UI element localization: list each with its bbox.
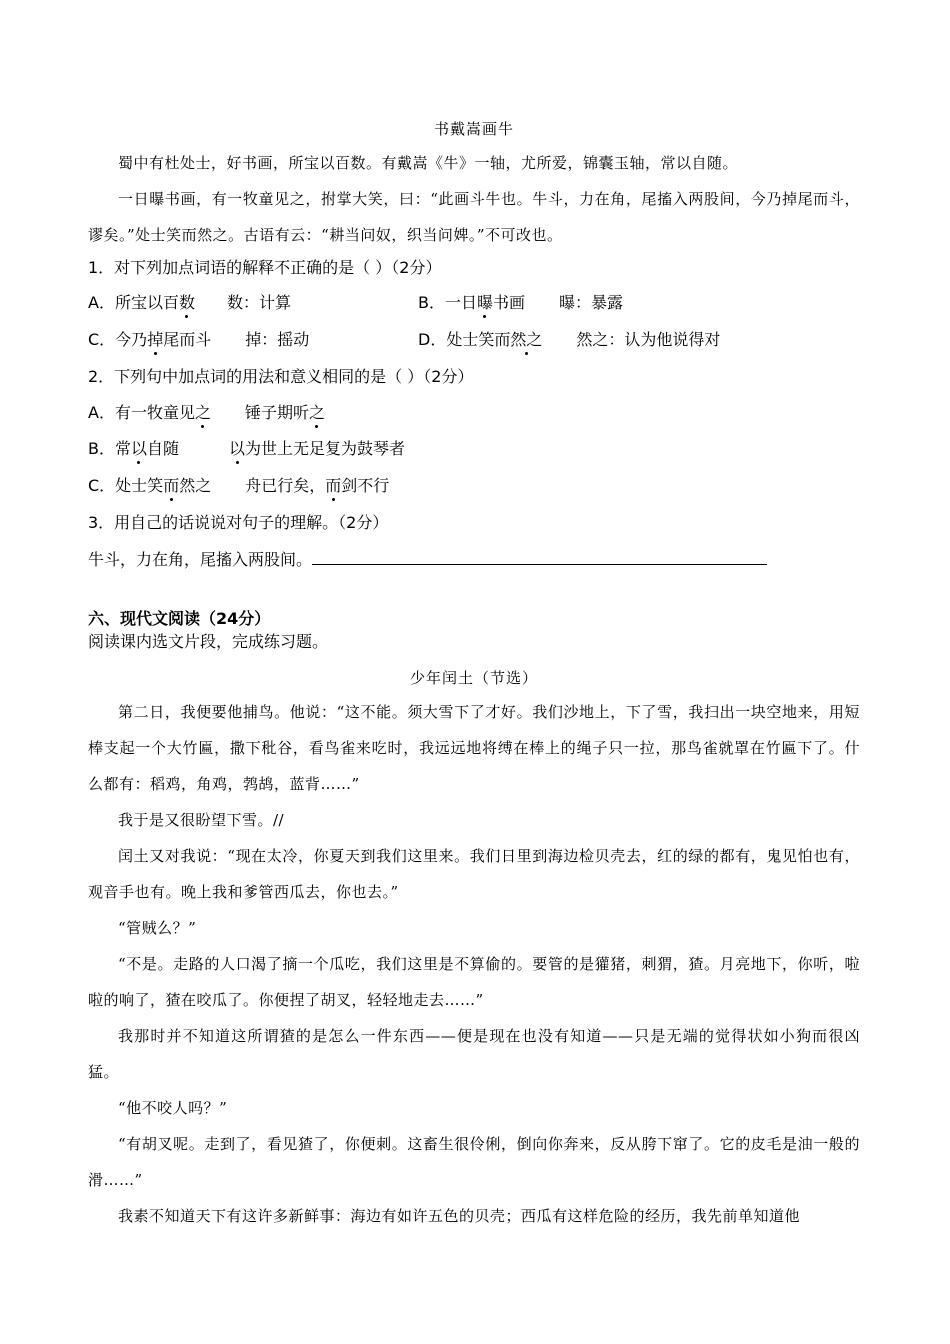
modern-text-title: 少年闰土（节选）	[409, 669, 538, 687]
q2-option-b: B．常以自随 以为世上无足复为鼓琴者	[88, 439, 406, 458]
question-3-answer-row	[88, 549, 767, 571]
emphasis-dot-word: 以	[130, 439, 147, 458]
modern-paragraph: 我素不知道天下有这许多新鲜事：海边有如许五色的贝壳；西瓜有这样危险的经历，我先前单知道他	[118, 1207, 801, 1225]
emphasis-dot-word: 数	[178, 293, 195, 312]
q1-option-d: D．处士笑而然之 然之：认为他说得对	[418, 330, 721, 349]
modern-paragraph: “有胡叉呢。走到了，看见猹了，你便刺。这畜生很伶俐，倒向你奔来，反从胯下窜了。它的皮毛是油一般的滑……”	[88, 1135, 860, 1189]
question-3-prompt: 牛斗，力在角，尾搐入两股间。	[88, 550, 313, 569]
emphasis-dot-word: 而	[163, 476, 180, 495]
emphasis-dot-word: 曝	[476, 293, 493, 312]
emphasis-dot-word: 然之	[510, 330, 543, 349]
modern-paragraph: “管贼么？”	[118, 919, 197, 937]
classical-title: 书戴嵩画牛	[433, 120, 514, 138]
question-1-row-cd	[88, 329, 860, 351]
emphasis-dot-word: 而	[325, 476, 342, 495]
question-2-stem: 2．下列句中加点词的用法和意义相同的是（ ）（2分）	[88, 367, 474, 386]
question-1-stem: 1．对下列加点词语的解释不正确的是（ ）（2分）	[88, 258, 442, 277]
modern-paragraph: 第二日，我便要他捕鸟。他说：“这不能。须大雪下了才好。我们沙地上，下了雪，我扫出一块空地来，用短棒支起一个大竹匾，撒下秕谷，看鸟雀来吃时，我远远地将缚在棒上的绳子只一拉，那鸟雀就罩在竹匾下了。什么都有：稻鸡，角鸡，鹁鸪，蓝背……”	[88, 703, 860, 793]
q1-option-c: C．今乃掉尾而斗 掉：摇动	[88, 330, 310, 349]
q2-option-a: A．有一牧童见之 锤子期听之	[88, 403, 325, 422]
answer-blank-line[interactable]	[312, 550, 767, 565]
modern-paragraph: 我那时并不知道这所谓猹的是怎么一件东西——便是现在也没有知道——只是无端的觉得状如小狗而很凶猛。	[88, 1027, 860, 1081]
section-6-instruction: 阅读课内选文片段，完成练习题。	[88, 632, 329, 651]
modern-paragraph: “不是。走路的人口渴了摘一个瓜吃，我们这里是不算偷的。要管的是獾猪，刺猬，猹。月亮地下，你听，啦啦的响了，猹在咬瓜了。你便捏了胡叉，轻轻地走去……”	[88, 955, 860, 1009]
question-1-row-ab	[88, 292, 860, 314]
emphasis-dot-word: 以	[229, 439, 246, 458]
classical-paragraph-2: 一日曝书画，有一牧童见之，拊掌大笑，曰：“此画斗牛也。牛斗，力在角，尾搐入两股间，今乃掉尾而斗，谬矣。”处士笑而然之。古语有云：“耕当问奴，织当问婢。”不可改也。	[88, 190, 860, 244]
question-3-stem: 3．用自己的话说说对句子的理解。（2分）	[88, 513, 389, 532]
emphasis-dot-word: 之	[194, 403, 211, 422]
emphasis-dot-word: 掉	[147, 330, 164, 349]
modern-paragraph: 我于是又很盼望下雪。//	[118, 811, 285, 829]
q2-option-c: C．处士笑而然之 舟已行矣，而剑不行	[88, 476, 390, 495]
section-6-heading: 六、现代文阅读（24分）	[88, 609, 271, 628]
q1-option-a: A．所宝以百数 数：计算	[88, 293, 291, 312]
modern-paragraph: “他不咬人吗？”	[118, 1099, 228, 1117]
emphasis-dot-word: 之	[308, 403, 325, 422]
classical-paragraph-1: 蜀中有杜处士，好书画，所宝以百数。有戴嵩《牛》一轴，尤所爱，锦囊玉轴，常以自随。	[118, 154, 739, 172]
q1-option-b: B．一日曝书画 曝：暴露	[418, 293, 624, 312]
modern-paragraph: 闰土又对我说：“现在太冷，你夏天到我们这里来。我们日里到海边检贝壳去，红的绿的都有，鬼见怕也有，观音手也有。晚上我和爹管西瓜去，你也去。”	[88, 847, 860, 901]
